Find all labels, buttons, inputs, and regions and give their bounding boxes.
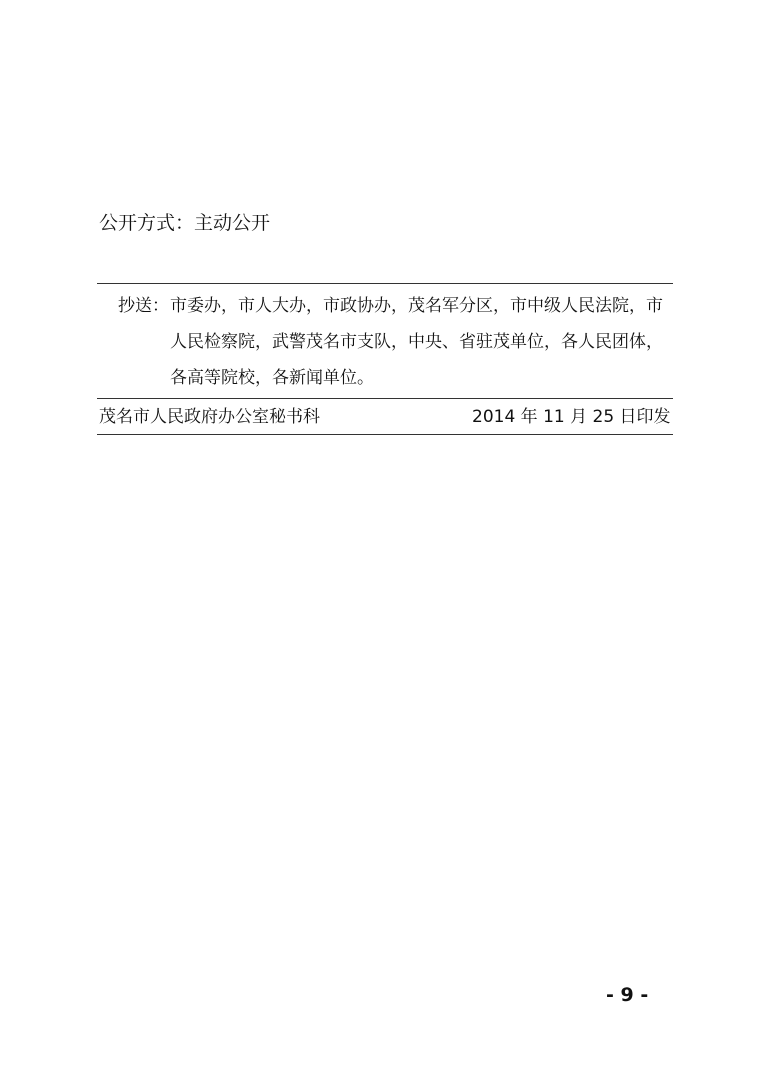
issuing-office: 茂名市人民政府办公室秘书科 xyxy=(99,407,320,427)
cc-recipients xyxy=(118,288,678,396)
cc-row-first xyxy=(118,288,678,324)
issue-date: 2014 年 11 月 25 日印发 xyxy=(472,407,671,427)
cc-line-2: 人民检察院，武警茂名市支队，中央、省驻茂单位，各人民团体， xyxy=(170,332,663,352)
top-divider xyxy=(97,283,673,284)
cc-line-3: 各高等院校，各新闻单位。 xyxy=(170,368,374,388)
cc-label: 抄送： xyxy=(118,296,169,316)
bottom-divider xyxy=(97,434,673,435)
middle-divider xyxy=(97,398,673,399)
disclosure-method: 公开方式：主动公开 xyxy=(99,212,271,234)
cc-line-1: 市委办，市人大办，市政协办，茂名军分区，市中级人民法院，市 xyxy=(170,296,663,316)
page-number: - 9 - xyxy=(606,984,649,1006)
